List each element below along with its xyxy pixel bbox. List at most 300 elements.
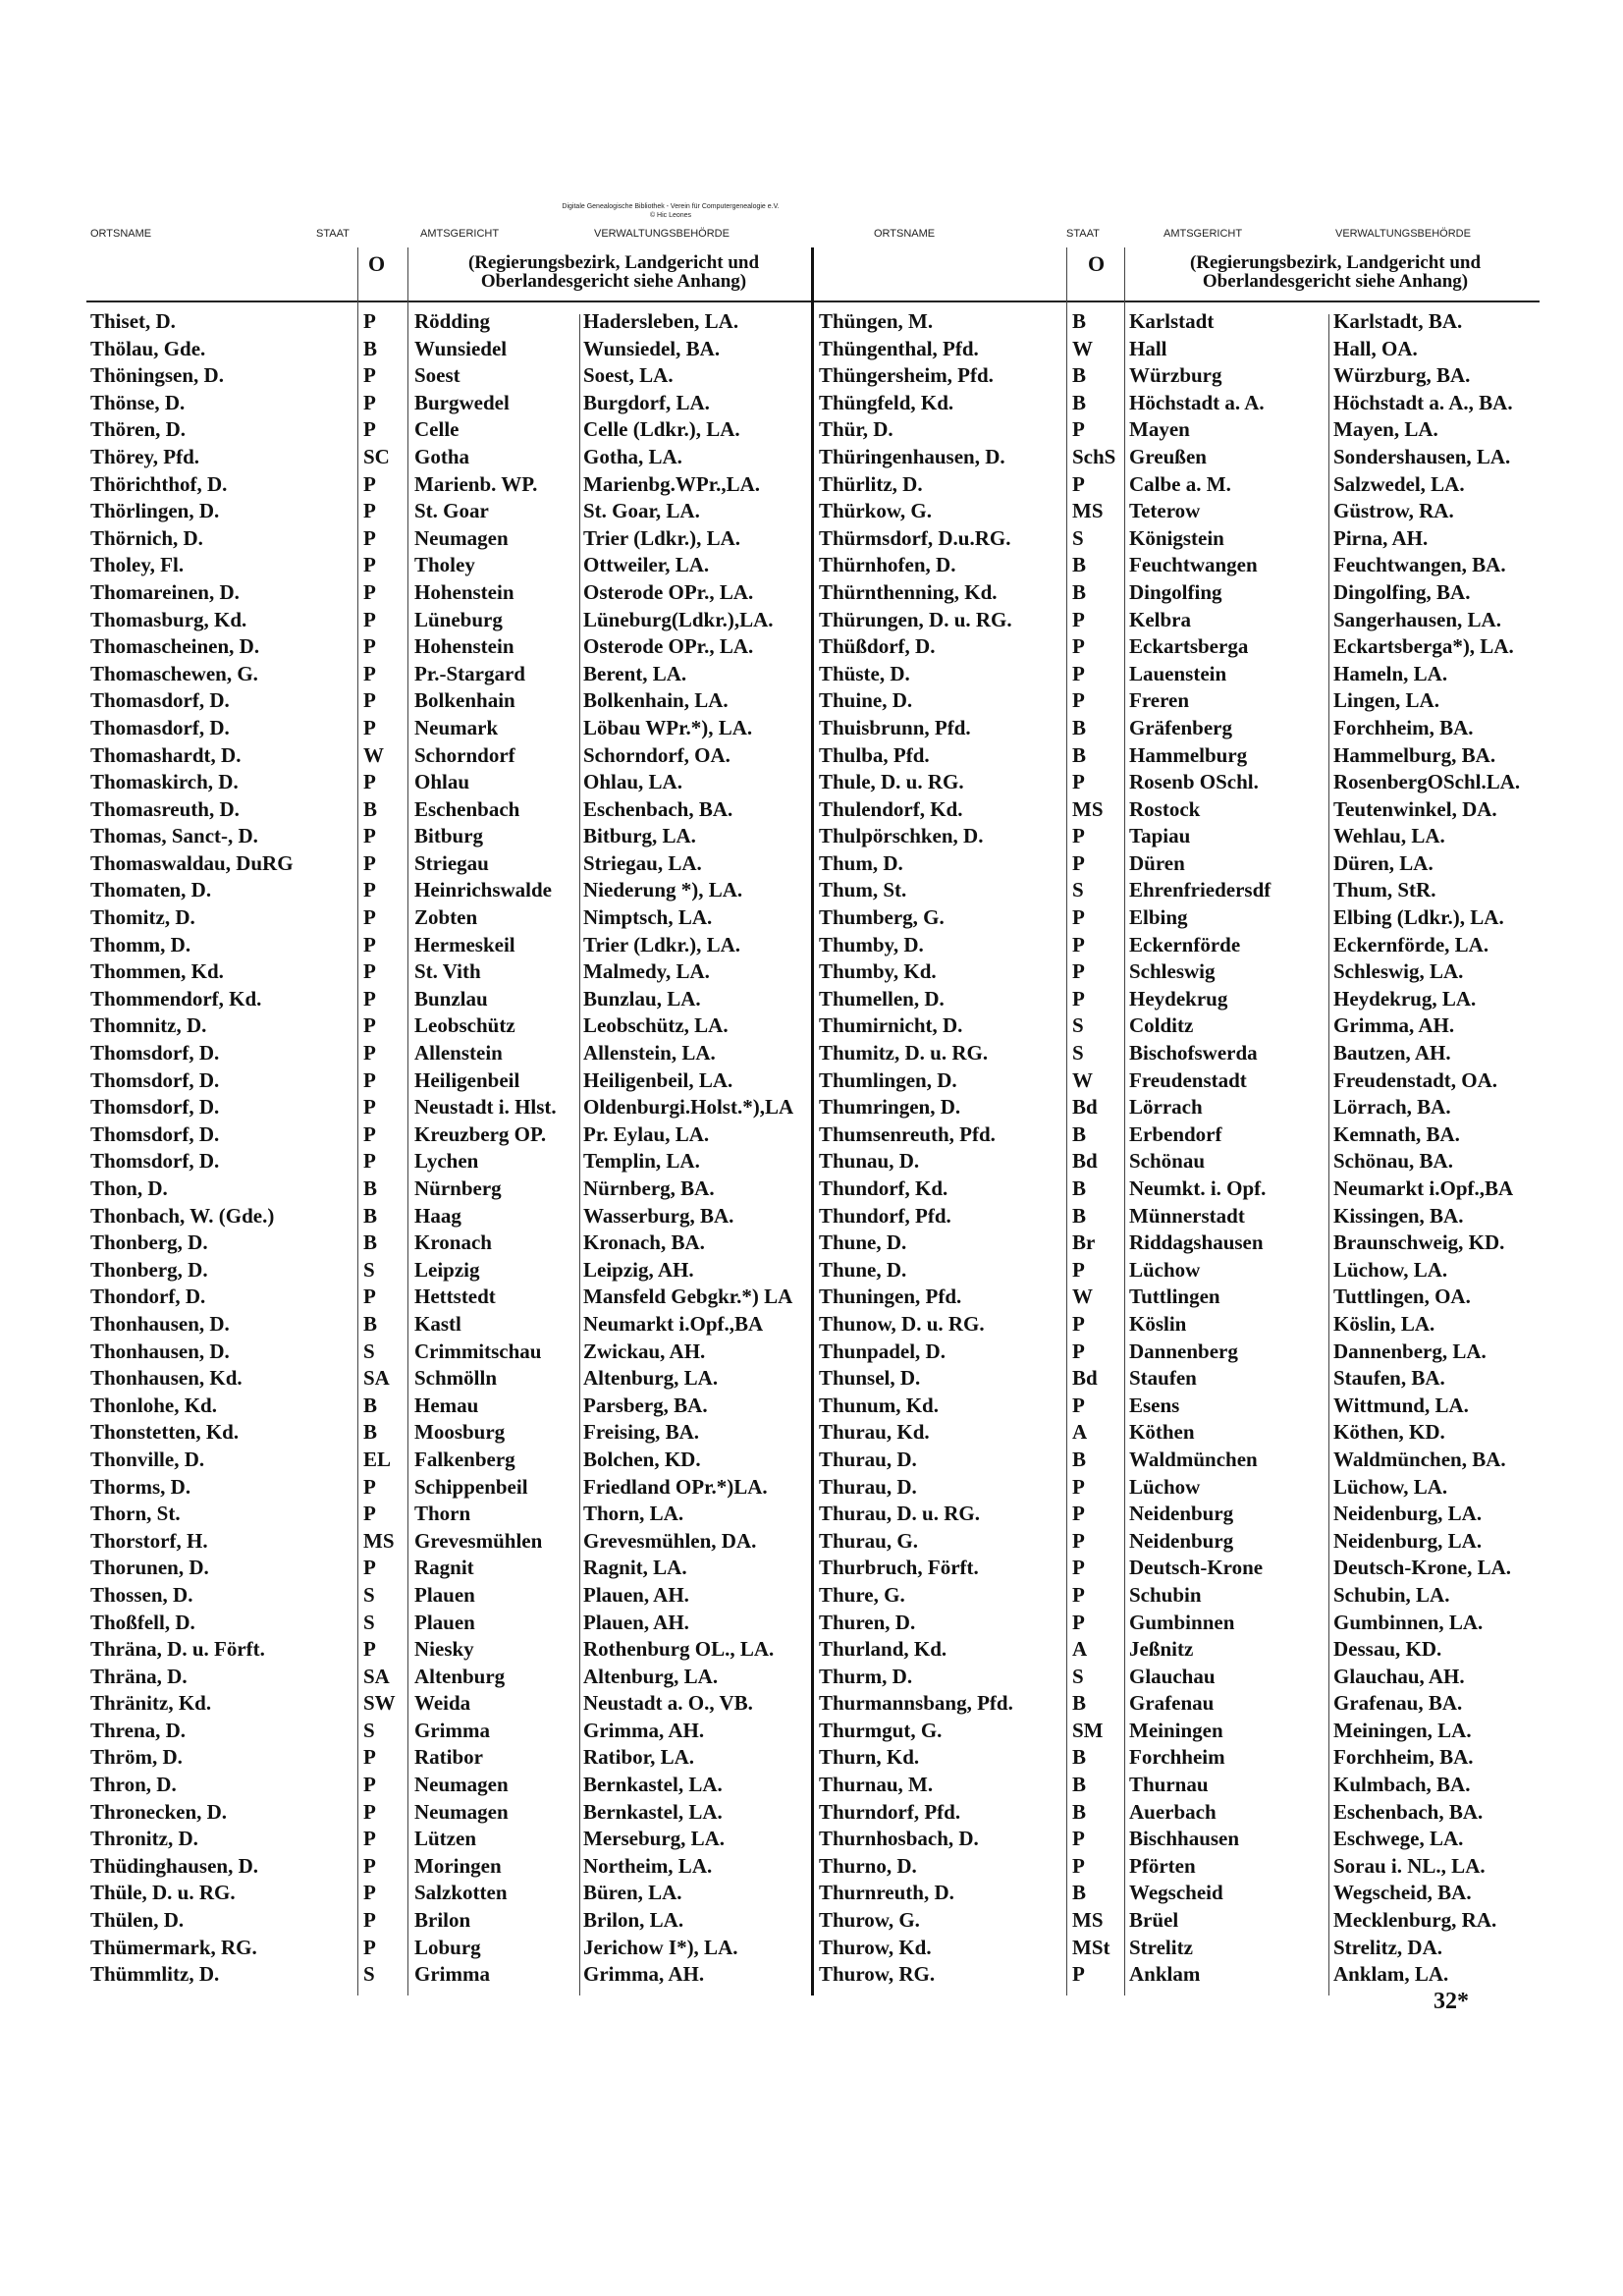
table-row [90, 1230, 809, 1257]
cell-staat: S [363, 1610, 375, 1634]
cell-amtsgericht: Würzburg [1129, 363, 1222, 388]
cell-verwaltungsbehoerde: Thorn, LA. [583, 1502, 684, 1526]
cell-staat: P [363, 1773, 376, 1797]
cell-amtsgericht: Lychen [414, 1149, 479, 1174]
cell-amtsgericht: Mayen [1129, 417, 1190, 442]
cell-staat: P [363, 1637, 376, 1662]
header-amtsgericht-left: AMTSGERICHT [420, 228, 500, 240]
cell-amtsgericht: Königstein [1129, 525, 1224, 550]
table-row [819, 1664, 1545, 1691]
cell-amtsgericht: Deutsch-Krone [1129, 1556, 1264, 1580]
cell-verwaltungsbehoerde: Brilon, LA. [583, 1908, 684, 1933]
table-row [90, 308, 809, 336]
cell-verwaltungsbehoerde: Deutsch-Krone, LA. [1333, 1556, 1512, 1580]
cell-verwaltungsbehoerde: Neustadt a. O., VB. [583, 1691, 753, 1716]
cell-staat: B [1072, 1773, 1087, 1797]
cell-verwaltungsbehoerde: Eschenbach, BA. [1333, 1799, 1484, 1824]
cell-amtsgericht: St. Vith [414, 959, 481, 984]
cell-staat: P [1072, 1827, 1085, 1851]
cell-ortsname: Thuisbrunn, Pfd. [819, 715, 971, 739]
cell-staat: P [1072, 1257, 1085, 1282]
subheader-line-2: Oberlandesgericht siehe Anhang) [480, 271, 747, 292]
cell-verwaltungsbehoerde: Zwickau, AH. [583, 1339, 706, 1363]
cell-staat: W [1072, 1285, 1093, 1309]
cell-ortsname: Thümermark, RG. [90, 1935, 257, 1959]
cell-staat: P [363, 1908, 376, 1933]
cell-ortsname: Thum, D. [819, 850, 903, 875]
cell-verwaltungsbehoerde: Hameln, LA. [1333, 661, 1448, 685]
staat-symbol-left: O [368, 251, 386, 276]
cell-verwaltungsbehoerde: Ottweiler, LA. [583, 553, 710, 577]
cell-amtsgericht: Erbendorf [1129, 1121, 1222, 1146]
cell-amtsgericht: Lüchow [1129, 1257, 1201, 1282]
cell-staat: W [1072, 1067, 1093, 1092]
subheader-note-right [1129, 253, 1542, 291]
cell-amtsgericht: Freren [1129, 688, 1190, 713]
table-row [819, 1339, 1545, 1366]
table-row [90, 932, 809, 959]
table-row [90, 1447, 809, 1474]
cell-amtsgericht: Tapiau [1129, 824, 1191, 848]
cell-staat: B [1072, 1447, 1087, 1471]
cell-staat: P [363, 1121, 376, 1146]
cell-staat: P [363, 1095, 376, 1120]
cell-amtsgericht: Nürnberg [414, 1176, 502, 1200]
cell-staat: P [363, 688, 376, 713]
cell-staat: Br [1072, 1230, 1096, 1255]
cell-staat: P [1072, 417, 1085, 442]
cell-verwaltungsbehoerde: Pirna, AH. [1333, 525, 1429, 550]
cell-amtsgericht: Pförten [1129, 1853, 1196, 1878]
cell-amtsgericht: Heiligenbeil [414, 1067, 520, 1092]
cell-ortsname: Thuine, D. [819, 688, 913, 713]
cell-ortsname: Thoßfell, D. [90, 1610, 195, 1634]
cell-staat: MS [363, 1528, 395, 1553]
cell-ortsname: Thonstetten, Kd. [90, 1420, 240, 1445]
table-row [819, 579, 1545, 607]
cell-verwaltungsbehoerde: Forchheim, BA. [1333, 715, 1474, 739]
cell-verwaltungsbehoerde: Hammelburg, BA. [1333, 742, 1496, 767]
cell-staat: P [363, 770, 376, 794]
cell-verwaltungsbehoerde: Strelitz, DA. [1333, 1935, 1442, 1959]
cell-amtsgericht: Heinrichswalde [414, 878, 552, 902]
table-row [90, 850, 809, 878]
table-row [819, 1636, 1545, 1664]
table-row [819, 607, 1545, 634]
table-row [819, 823, 1545, 850]
cell-staat: P [363, 878, 376, 902]
cell-verwaltungsbehoerde: Plauen, AH. [583, 1582, 689, 1607]
cell-ortsname: Thräna, D. [90, 1664, 188, 1688]
table-row [819, 1175, 1545, 1203]
cell-staat: P [363, 850, 376, 875]
table-row [90, 1610, 809, 1637]
cell-amtsgericht: Jeßnitz [1129, 1637, 1194, 1662]
cell-staat: P [1072, 1339, 1085, 1363]
cell-verwaltungsbehoerde: Nimptsch, LA. [583, 905, 713, 930]
cell-verwaltungsbehoerde: RosenbergOSchl.LA. [1333, 770, 1521, 794]
cell-staat: S [363, 1582, 375, 1607]
table-row [819, 769, 1545, 796]
cell-ortsname: Thurow, RG. [819, 1962, 936, 1987]
cell-ortsname: Thuren, D. [819, 1610, 916, 1634]
staat-symbol-right: O [1088, 251, 1106, 276]
table-row [90, 552, 809, 579]
cell-verwaltungsbehoerde: Bolkenhain, LA. [583, 688, 729, 713]
cell-amtsgericht: Leobschütz [414, 1013, 515, 1038]
table-row [90, 1419, 809, 1447]
cell-verwaltungsbehoerde: Elbing (Ldkr.), LA. [1333, 905, 1504, 930]
cell-verwaltungsbehoerde: Karlstadt, BA. [1333, 309, 1463, 333]
cell-verwaltungsbehoerde: Grimma, AH. [583, 1718, 705, 1742]
cell-amtsgericht: Marienb. WP. [414, 471, 538, 496]
cell-ortsname: Thürmsdorf, D.u.RG. [819, 525, 1011, 550]
cell-verwaltungsbehoerde: Berent, LA. [583, 661, 687, 685]
cell-ortsname: Thumby, D. [819, 932, 924, 957]
cell-verwaltungsbehoerde: Köslin, LA. [1333, 1311, 1435, 1336]
header-verwaltung-left: VERWALTUNGSBEHÖRDE [594, 228, 730, 240]
cell-staat: P [363, 1285, 376, 1309]
cell-verwaltungsbehoerde: Höchstadt a. A., BA. [1333, 390, 1513, 414]
table-row [90, 1555, 809, 1582]
table-row [90, 1636, 809, 1664]
cell-verwaltungsbehoerde: Braunschweig, KD. [1333, 1230, 1505, 1255]
table-row [90, 1582, 809, 1610]
cell-staat: P [363, 607, 376, 631]
cell-staat: SW [363, 1691, 396, 1716]
cell-verwaltungsbehoerde: Kronach, BA. [583, 1230, 705, 1255]
cell-staat: P [1072, 824, 1085, 848]
cell-staat: P [1072, 1502, 1085, 1526]
table-row [819, 1582, 1545, 1610]
cell-amtsgericht: Kronach [414, 1230, 492, 1255]
cell-verwaltungsbehoerde: Grafenau, BA. [1333, 1691, 1463, 1716]
cell-ortsname: Thörichthof, D. [90, 471, 228, 496]
cell-ortsname: Thüste, D. [819, 661, 910, 685]
cell-ortsname: Tholey, Fl. [90, 553, 185, 577]
page-number: 32* [1434, 1989, 1469, 2014]
table-row [90, 633, 809, 661]
cell-verwaltungsbehoerde: Friedland OPr.*)LA. [583, 1474, 768, 1499]
table-row [90, 1664, 809, 1691]
cell-amtsgericht: Brüel [1129, 1908, 1179, 1933]
cell-ortsname: Thundorf, Pfd. [819, 1203, 951, 1228]
cell-ortsname: Thumirnicht, D. [819, 1013, 963, 1038]
cell-verwaltungsbehoerde: Schorndorf, OA. [583, 742, 730, 767]
subheader-line-1: (Regierungsbezirk, Landgericht und [467, 252, 760, 273]
cell-staat: B [1072, 363, 1087, 388]
cell-verwaltungsbehoerde: Dingolfing, BA. [1333, 579, 1471, 604]
cell-ortsname: Thunpadel, D. [819, 1339, 946, 1363]
cell-ortsname: Thomascheinen, D. [90, 634, 260, 659]
cell-verwaltungsbehoerde: Bernkastel, LA. [583, 1799, 723, 1824]
table-row [819, 336, 1545, 363]
table-row [90, 607, 809, 634]
cell-ortsname: Thurnau, M. [819, 1773, 934, 1797]
cell-verwaltungsbehoerde: Thum, StR. [1333, 878, 1436, 902]
table-row [90, 742, 809, 770]
table-row [819, 471, 1545, 499]
cell-verwaltungsbehoerde: Allenstein, LA. [583, 1041, 716, 1066]
table-row [819, 633, 1545, 661]
cell-staat: P [363, 553, 376, 577]
cell-verwaltungsbehoerde: Sondershausen, LA. [1333, 444, 1511, 468]
cell-staat: P [363, 715, 376, 739]
cell-ortsname: Thum, St. [819, 878, 907, 902]
cell-staat: P [363, 1502, 376, 1526]
cell-amtsgericht: Kreuzberg OP. [414, 1121, 547, 1146]
cell-amtsgericht: Falkenberg [414, 1447, 515, 1471]
cell-ortsname: Thossen, D. [90, 1582, 193, 1607]
cell-staat: MSt [1072, 1935, 1110, 1959]
cell-staat: P [363, 363, 376, 388]
cell-verwaltungsbehoerde: Lüchow, LA. [1333, 1257, 1448, 1282]
cell-staat: P [363, 471, 376, 496]
cell-staat: P [1072, 634, 1085, 659]
table-row [819, 932, 1545, 959]
cell-staat: P [363, 1149, 376, 1174]
table-row [819, 687, 1545, 715]
right-column [819, 308, 1545, 1989]
table-row [819, 498, 1545, 525]
cell-ortsname: Thule, D. u. RG. [819, 770, 964, 794]
cell-staat: P [1072, 770, 1085, 794]
table-row [90, 336, 809, 363]
cell-ortsname: Threna, D. [90, 1718, 187, 1742]
cell-ortsname: Thondorf, D. [90, 1285, 206, 1309]
cell-amtsgericht: Neidenburg [1129, 1528, 1234, 1553]
table-row [90, 1744, 809, 1772]
cell-ortsname: Thune, D. [819, 1257, 907, 1282]
cell-amtsgericht: Hohenstein [414, 579, 514, 604]
cell-amtsgericht: Lauenstein [1129, 661, 1227, 685]
cell-staat: P [363, 417, 376, 442]
cell-ortsname: Thorunen, D. [90, 1556, 209, 1580]
cell-verwaltungsbehoerde: Forchheim, BA. [1333, 1745, 1474, 1770]
cell-verwaltungsbehoerde: Oldenburgi.Holst.*),LA [583, 1095, 794, 1120]
table-row [90, 1067, 809, 1095]
cell-amtsgericht: Grafenau [1129, 1691, 1215, 1716]
cell-amtsgericht: Strelitz [1129, 1935, 1193, 1959]
cell-staat: P [363, 634, 376, 659]
cell-amtsgericht: Eschenbach [414, 796, 520, 821]
cell-amtsgericht: Neumark [414, 715, 499, 739]
cell-verwaltungsbehoerde: Trier (Ldkr.), LA. [583, 932, 741, 957]
cell-ortsname: Thurno, D. [819, 1853, 917, 1878]
cell-amtsgericht: Lützen [414, 1827, 476, 1851]
cell-ortsname: Thonbach, W. (Gde.) [90, 1203, 275, 1228]
cell-amtsgericht: Niesky [414, 1637, 474, 1662]
cell-ortsname: Thorms, D. [90, 1474, 191, 1499]
cell-staat: P [363, 1799, 376, 1824]
cell-ortsname: Thörey, Pfd. [90, 444, 200, 468]
cell-ortsname: Thomaskirch, D. [90, 770, 239, 794]
table-row [819, 416, 1545, 444]
cell-ortsname: Thomasreuth, D. [90, 796, 240, 821]
cell-amtsgericht: Grimma [414, 1962, 490, 1987]
cell-amtsgericht: Gumbinnen [1129, 1610, 1235, 1634]
cell-verwaltungsbehoerde: Lüchow, LA. [1333, 1474, 1448, 1499]
cell-verwaltungsbehoerde: Schleswig, LA. [1333, 959, 1464, 984]
cell-amtsgericht: Greußen [1129, 444, 1207, 468]
cell-ortsname: Thomashardt, D. [90, 742, 242, 767]
cell-verwaltungsbehoerde: Bolchen, KD. [583, 1447, 701, 1471]
cell-ortsname: Thonhausen, Kd. [90, 1366, 243, 1391]
table-row [819, 1690, 1545, 1718]
cell-staat: B [1072, 1121, 1087, 1146]
cell-staat: P [363, 499, 376, 523]
cell-ortsname: Thomareinen, D. [90, 579, 240, 604]
cell-verwaltungsbehoerde: Büren, LA. [583, 1881, 682, 1905]
table-row [90, 904, 809, 932]
cell-ortsname: Thöningsen, D. [90, 363, 224, 388]
cell-verwaltungsbehoerde: Feuchtwangen, BA. [1333, 553, 1506, 577]
table-row [90, 1826, 809, 1853]
cell-amtsgericht: Bitburg [414, 824, 484, 848]
cell-verwaltungsbehoerde: Soest, LA. [583, 363, 674, 388]
table-row [819, 1067, 1545, 1095]
cell-amtsgericht: Hemau [414, 1393, 479, 1417]
cell-amtsgericht: Altenburg [414, 1664, 506, 1688]
table-row [819, 1094, 1545, 1121]
cell-amtsgericht: Schorndorf [414, 742, 515, 767]
cell-staat: S [1072, 525, 1084, 550]
cell-staat: S [363, 1339, 375, 1363]
cell-verwaltungsbehoerde: Teutenwinkel, DA. [1333, 796, 1497, 821]
cell-amtsgericht: Forchheim [1129, 1745, 1225, 1770]
cell-staat: P [363, 1041, 376, 1066]
cell-amtsgericht: Grevesmühlen [414, 1528, 543, 1553]
table-row [90, 416, 809, 444]
credit-line-2: © Hic Leones [649, 212, 692, 219]
cell-ortsname: Thurm, D. [819, 1664, 913, 1688]
table-row [819, 552, 1545, 579]
cell-amtsgericht: Hohenstein [414, 634, 514, 659]
table-row [819, 958, 1545, 986]
cell-staat: P [1072, 661, 1085, 685]
cell-staat: P [363, 824, 376, 848]
table-row [90, 1040, 809, 1067]
cell-staat: B [1072, 742, 1087, 767]
cell-verwaltungsbehoerde: Trier (Ldkr.), LA. [583, 525, 741, 550]
cell-verwaltungsbehoerde: Dannenberg, LA. [1333, 1339, 1487, 1363]
table-row [90, 1203, 809, 1230]
cell-ortsname: Thürlitz, D. [819, 471, 923, 496]
table-row [90, 471, 809, 499]
cell-staat: B [363, 1176, 378, 1200]
cell-amtsgericht: Loburg [414, 1935, 481, 1959]
cell-staat: S [1072, 1013, 1084, 1038]
table-row [819, 1230, 1545, 1257]
cell-verwaltungsbehoerde: Nürnberg, BA. [583, 1176, 715, 1200]
cell-verwaltungsbehoerde: Ohlau, LA. [583, 770, 682, 794]
cell-amtsgericht: Gräfenberg [1129, 715, 1232, 739]
cell-staat: P [363, 1881, 376, 1905]
cell-ortsname: Thomasdorf, D. [90, 688, 230, 713]
cell-staat: P [1072, 1853, 1085, 1878]
cell-verwaltungsbehoerde: Neumarkt i.Opf.,BA [1333, 1176, 1514, 1200]
table-row [90, 362, 809, 390]
table-row [819, 1257, 1545, 1285]
cell-amtsgericht: Rostock [1129, 796, 1201, 821]
cell-amtsgericht: Schönau [1129, 1149, 1206, 1174]
cell-staat: P [1072, 1556, 1085, 1580]
cell-ortsname: Thron, D. [90, 1773, 177, 1797]
cell-verwaltungsbehoerde: Gumbinnen, LA. [1333, 1610, 1484, 1634]
table-row [90, 1501, 809, 1528]
cell-amtsgericht: Neumagen [414, 525, 509, 550]
cell-verwaltungsbehoerde: Lingen, LA. [1333, 688, 1439, 713]
cell-ortsname: Thüringenhausen, D. [819, 444, 1005, 468]
cell-ortsname: Thürungen, D. u. RG. [819, 607, 1012, 631]
cell-ortsname: Thiset, D. [90, 309, 176, 333]
cell-staat: S [1072, 1664, 1084, 1688]
cell-ortsname: Thüle, D. u. RG. [90, 1881, 236, 1905]
cell-staat: Bd [1072, 1149, 1098, 1174]
cell-amtsgericht: Dannenberg [1129, 1339, 1238, 1363]
cell-amtsgericht: Hettstedt [414, 1285, 496, 1309]
cell-amtsgericht: Striegau [414, 850, 489, 875]
table-row [90, 877, 809, 904]
cell-amtsgericht: Riddagshausen [1129, 1230, 1264, 1255]
cell-ortsname: Thümmlitz, D. [90, 1962, 220, 1987]
cell-ortsname: Thulpörschken, D. [819, 824, 984, 848]
table-row [90, 1474, 809, 1502]
cell-ortsname: Thüdinghausen, D. [90, 1853, 259, 1878]
table-row [819, 362, 1545, 390]
cell-ortsname: Thörlingen, D. [90, 499, 220, 523]
cell-verwaltungsbehoerde: Striegau, LA. [583, 850, 702, 875]
left-column [90, 308, 809, 1989]
table-row [819, 444, 1545, 471]
cell-staat: P [1072, 986, 1085, 1011]
cell-staat: P [363, 1067, 376, 1092]
table-row [90, 579, 809, 607]
cell-verwaltungsbehoerde: St. Goar, LA. [583, 499, 700, 523]
cell-staat: B [363, 1420, 378, 1445]
cell-staat: MS [1072, 796, 1104, 821]
cell-amtsgericht: Köthen [1129, 1420, 1195, 1445]
cell-verwaltungsbehoerde: Glauchau, AH. [1333, 1664, 1465, 1688]
table-row [819, 1284, 1545, 1311]
cell-ortsname: Thune, D. [819, 1230, 907, 1255]
cell-staat: S [1072, 1041, 1084, 1066]
cell-staat: P [1072, 688, 1085, 713]
cell-ortsname: Thunow, D. u. RG. [819, 1311, 985, 1336]
cell-ortsname: Thurow, Kd. [819, 1935, 932, 1959]
table-row [819, 1880, 1545, 1907]
cell-ortsname: Thomitz, D. [90, 905, 195, 930]
cell-amtsgericht: Allenstein [414, 1041, 503, 1066]
cell-amtsgericht: Eckartsberga [1129, 634, 1249, 659]
cell-verwaltungsbehoerde: Güstrow, RA. [1333, 499, 1454, 523]
center-rule [811, 247, 814, 1995]
cell-amtsgericht: Calbe a. M. [1129, 471, 1231, 496]
table-row [819, 1474, 1545, 1502]
table-row [819, 850, 1545, 878]
cell-amtsgericht: Freudenstadt [1129, 1067, 1247, 1092]
cell-amtsgericht: Wunsiedel [414, 336, 508, 360]
cell-verwaltungsbehoerde: Pr. Eylau, LA. [583, 1121, 710, 1146]
cell-staat: P [1072, 1582, 1085, 1607]
cell-staat: P [1072, 932, 1085, 957]
cell-verwaltungsbehoerde: Plauen, AH. [583, 1610, 689, 1634]
table-row [90, 1094, 809, 1121]
cell-verwaltungsbehoerde: Marienbg.WPr.,LA. [583, 471, 761, 496]
cell-amtsgericht: Moosburg [414, 1420, 506, 1445]
table-row [90, 1799, 809, 1827]
cell-staat: P [1072, 1474, 1085, 1499]
